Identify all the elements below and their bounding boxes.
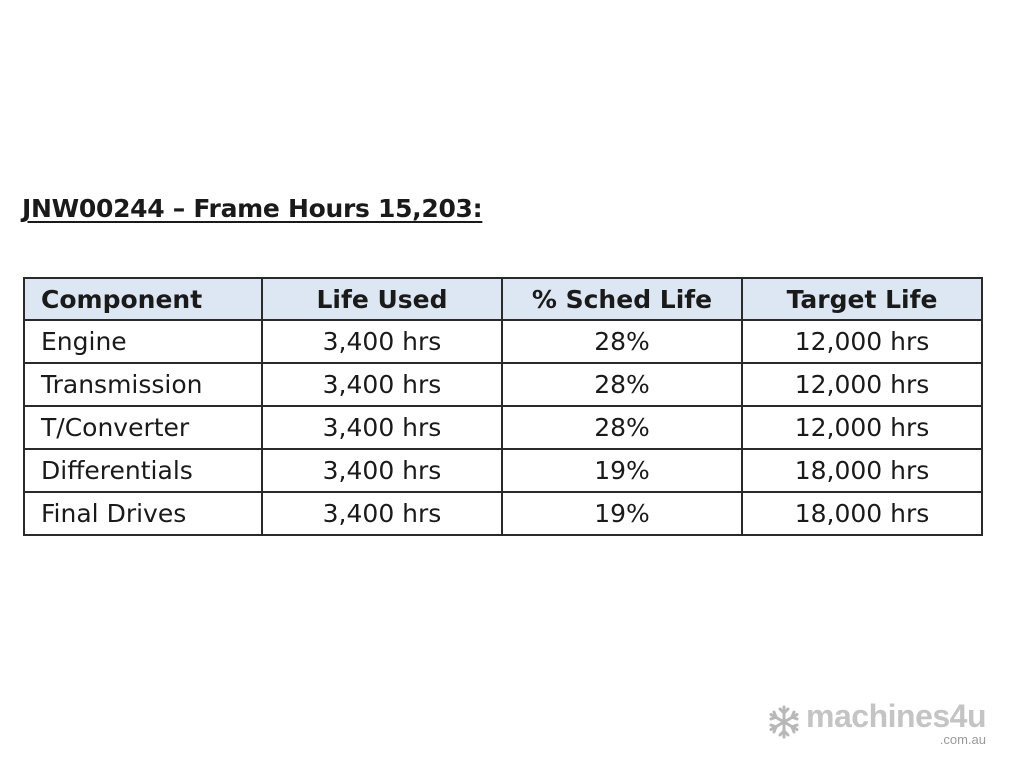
cell-life-used: 3,400 hrs: [262, 406, 502, 449]
machines4u-watermark-logo: [766, 700, 986, 746]
table-row: [24, 492, 982, 535]
cell-life-used: 3,400 hrs: [262, 449, 502, 492]
cell-life-used: 3,400 hrs: [262, 363, 502, 406]
header-target-life: Target Life: [742, 278, 982, 320]
cell-life-used: 3,400 hrs: [262, 320, 502, 363]
cell-sched-life: 28%: [502, 320, 742, 363]
brand-domain: .com.au: [939, 732, 986, 747]
table-row: [24, 320, 982, 363]
cell-target-life: 12,000 hrs: [742, 363, 982, 406]
document-title: JNW00244 – Frame Hours 15,203:: [22, 194, 483, 223]
cell-target-life: 18,000 hrs: [742, 492, 982, 535]
cell-life-used: 3,400 hrs: [262, 492, 502, 535]
table-row: [24, 363, 982, 406]
header-life-used: Life Used: [262, 278, 502, 320]
header-sched-life: % Sched Life: [502, 278, 742, 320]
cell-target-life: 12,000 hrs: [742, 320, 982, 363]
cell-component: Engine: [24, 320, 262, 363]
snowflake-icon: [766, 704, 802, 740]
cell-sched-life: 19%: [502, 449, 742, 492]
component-life-table: [23, 277, 983, 536]
table-row: [24, 406, 982, 449]
cell-sched-life: 28%: [502, 363, 742, 406]
cell-target-life: 18,000 hrs: [742, 449, 982, 492]
table-header-row: [24, 278, 982, 320]
cell-component: T/Converter: [24, 406, 262, 449]
cell-sched-life: 28%: [502, 406, 742, 449]
cell-component: Transmission: [24, 363, 262, 406]
cell-sched-life: 19%: [502, 492, 742, 535]
header-component: Component: [24, 278, 262, 320]
cell-target-life: 12,000 hrs: [742, 406, 982, 449]
brand-name: machines4u: [806, 698, 986, 734]
cell-component: Final Drives: [24, 492, 262, 535]
cell-component: Differentials: [24, 449, 262, 492]
table-row: [24, 449, 982, 492]
